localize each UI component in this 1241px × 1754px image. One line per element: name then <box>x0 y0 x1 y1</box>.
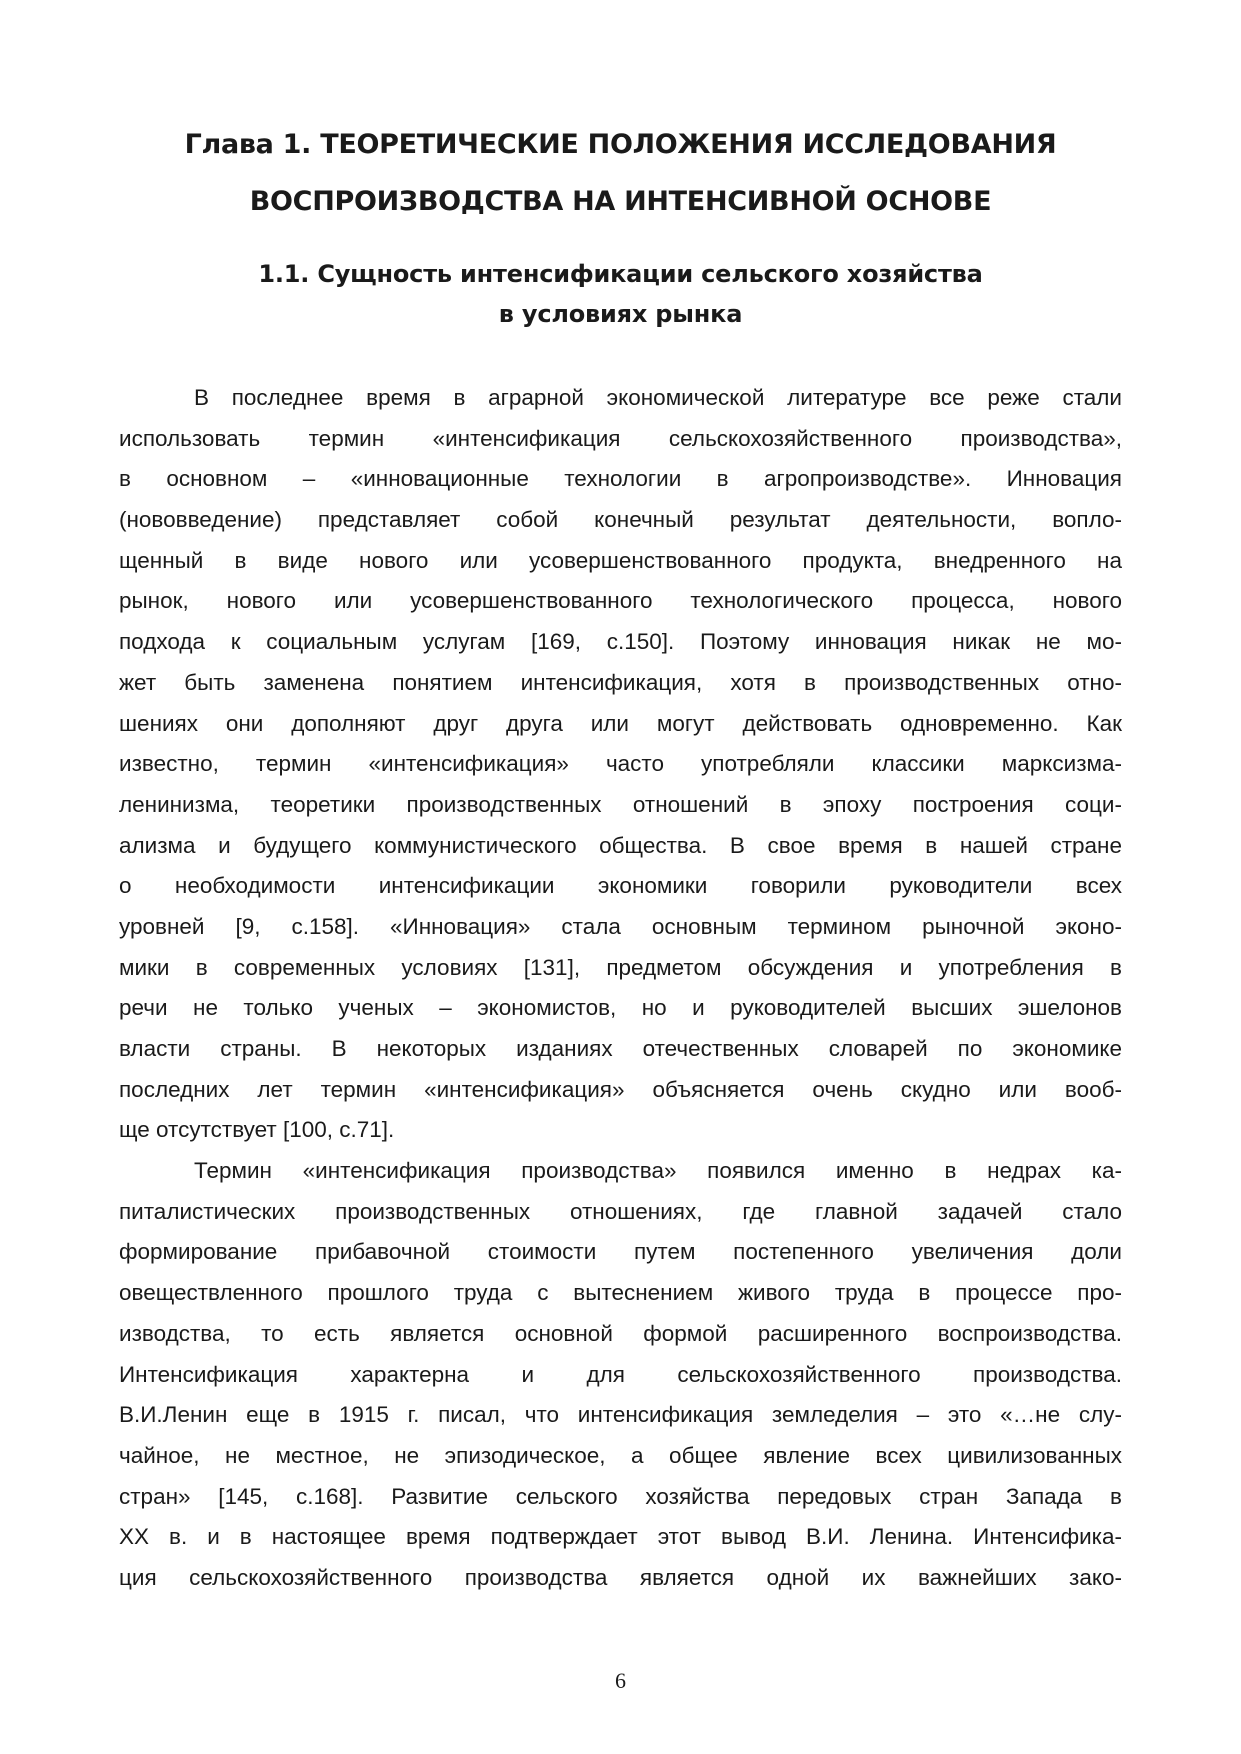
text-line: о необходимости интенсификации экономики говорили руководители всех <box>119 873 1122 899</box>
text-line: ленинизма, теоретики производственных отношений в эпоху построения соци- <box>119 791 1122 817</box>
chapter-title-line: ВОСПРОИЗВОДСТВА НА ИНТЕНСИВНОЙ ОСНОВЕ <box>249 186 992 217</box>
text-line: ще отсутствует [100, с.71]. <box>119 1117 395 1143</box>
page-number: 6 <box>615 1668 626 1693</box>
text-line: последних лет термин «интенсификация» объясняется очень скудно или вооб- <box>119 1076 1122 1102</box>
text-line: стран» [145, с.168]. Развитие сельского хозяйства передовых стран Запада в <box>119 1483 1122 1509</box>
text-line: питалистических производственных отношениях, где главной задачей стало <box>119 1198 1122 1224</box>
section-title <box>120 254 1121 334</box>
text-line: Интенсификация характерна и для сельскохозяйственного производства. <box>119 1361 1122 1387</box>
text-line: шениях они дополняют друг друга или могут действовать одновременно. Как <box>119 710 1122 736</box>
text-line: ализма и будущего коммунистического общества. В свое время в нашей стране <box>119 832 1122 858</box>
chapter-title <box>120 116 1121 230</box>
text-line: жет быть заменена понятием интенсификация, хотя в производственных отно- <box>119 669 1122 695</box>
text-line: В.И.Ленин еще в 1915 г. писал, что интенсификация земледелия – это «…не слу- <box>119 1402 1122 1428</box>
text-line: использовать термин «интенсификация сельскохозяйственного производства», <box>119 425 1122 451</box>
chapter-title-line: Глава 1. ТЕОРЕТИЧЕСКИЕ ПОЛОЖЕНИЯ ИССЛЕДОВАНИЯ <box>184 129 1057 160</box>
section-title-line: 1.1. Сущность интенсификации сельского хозяйства <box>258 260 983 288</box>
text-line: чайное, не местное, не эпизодическое, а общее явление всех цивилизованных <box>119 1442 1122 1468</box>
body-text <box>119 378 1122 1599</box>
text-line: уровней [9, с.158]. «Инновация» стала основным термином рыночной эконо- <box>119 913 1122 939</box>
section-title-line: в условиях рынка <box>498 300 743 328</box>
text-line: власти страны. В некоторых изданиях отечественных словарей по экономике <box>119 1036 1122 1061</box>
text-line: речи не только ученых – экономистов, но и руководителей высших эшелонов <box>119 995 1122 1021</box>
text-line: изводства, то есть является основной формой расширенного воспроизводства. <box>119 1320 1122 1346</box>
text-line: подхода к социальным услугам [169, с.150]. Поэтому инновация никак не мо- <box>119 629 1122 655</box>
text-line: мики в современных условиях [131], предметом обсуждения и употребления в <box>119 954 1122 980</box>
text-line: XX в. и в настоящее время подтверждает этот вывод В.И. Ленина. Интенсифика- <box>119 1524 1122 1550</box>
text-line: (нововведение) представляет собой конечный результат деятельности, вопло- <box>119 507 1122 533</box>
text-line: рынок, нового или усовершенствованного технологического процесса, нового <box>119 588 1122 614</box>
text-line: овеществленного прошлого труда с вытеснением живого труда в процессе про- <box>119 1280 1122 1306</box>
text-line: известно, термин «интенсификация» часто употребляли классики марксизма- <box>119 751 1122 777</box>
text-line: ция сельскохозяйственного производства является одной их важнейших зако- <box>119 1564 1122 1590</box>
text-line: Термин «интенсификация производства» появился именно в недрах ка- <box>194 1158 1122 1184</box>
text-line: в основном – «инновационные технологии в агропроизводстве». Инновация <box>119 466 1122 492</box>
text-line: В последнее время в аграрной экономической литературе все реже стали <box>194 385 1122 410</box>
text-line: щенный в виде нового или усовершенствованного продукта, внедренного на <box>119 547 1122 573</box>
text-line: формирование прибавочной стоимости путем постепенного увеличения доли <box>119 1239 1122 1265</box>
